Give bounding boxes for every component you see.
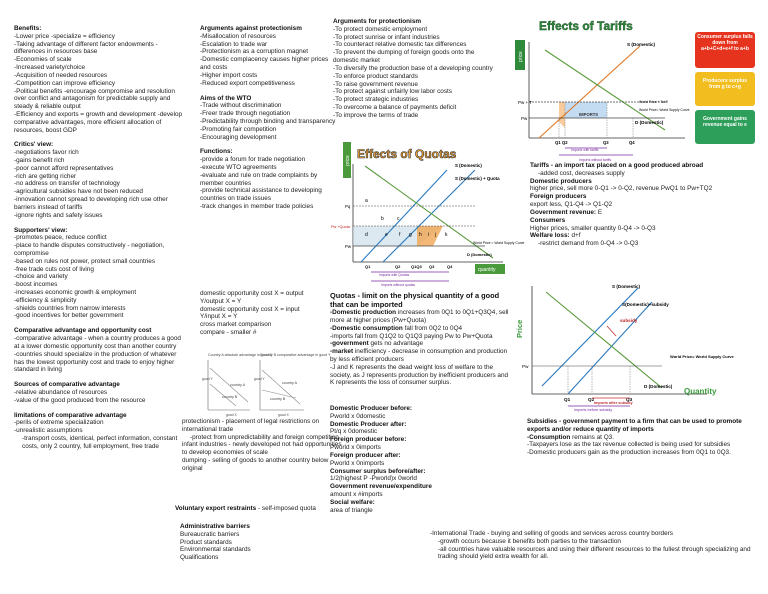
quota-pw-label: Pw [345,244,352,249]
subsidy-q2: Q2 [588,397,595,402]
tariff-box-consumer-text: Consumer surplus falls down from a+b+C+d+e+f to a+b [697,34,753,52]
mini-right-label-a: country A [282,381,297,385]
col2-section [200,25,340,88]
section-line: -Political benefits -encourage compromise and resolution over conflict and antagonism for predictable supply and steady & reliable output [14,87,175,111]
section-line: -unrealistic assumptions [14,427,83,435]
quota-q1: Q1 [365,264,371,269]
tariff-sub-heading: Welfare loss: [530,232,570,240]
subsidy-imports-before: imports before subsidy [574,408,613,412]
quota-line-text: fall from 0Q2 to 0Q4 [402,324,463,332]
tariff-notes [530,162,755,248]
section-line: -Higher import costs [200,71,258,79]
prot-line: -protect from unpredictability and foreign competition [190,433,339,441]
section-line: -Lower price -specialize = efficiency [14,32,115,40]
quota-line-bold: -Domestic production [330,309,397,317]
tariff-supply-label: S (Domestic) [627,42,656,47]
section-line: -Protectionism as a corruption magnet [200,48,308,56]
quota-line [330,325,510,333]
section-line: -choice and variety [14,273,68,281]
section-line: -provide technical assistance to developing countries on trade issues [200,187,322,203]
section-line: -To overcome a balance of payments deficit [333,103,457,111]
section-line: -Misallocation of resources [200,32,277,40]
ver-text: - self-imposed quota [256,505,316,512]
subsidy-supply-label: S (Domestic) [612,284,641,289]
mini-graph-left [202,353,273,417]
intl-line: -International Trade - buying and selling of goods and services across country borders [430,530,673,537]
international-trade-notes [430,530,760,561]
tariff-sub [530,209,755,217]
section-line: -innovation cannot spread to developing rich use other barriers instead of tariffs [14,196,168,211]
section-line: -Encouraging development [200,133,277,141]
tariff-world-label: World Price= World Supply Curve [639,108,690,112]
tariff-last: -restrict demand from 0-Q4 -> 0-Q3 [538,240,639,248]
quota-x-label: quantity [478,267,496,273]
ver-heading: Voluntary export restraints [175,505,257,512]
mini-left-axis-y: good Y [202,377,213,381]
quota-line-text: inefficiency - decrease in consumption and production by less efficient producers [330,348,508,363]
quota-region-k: k [445,232,448,238]
subsidy-notes [527,418,749,457]
voluntary-export-restraints [175,505,325,513]
comparative-advantage-graphs [200,350,331,420]
section-line: -track changes in member trade policies [200,203,314,211]
quota-line-text: increases from 0Q1 to 0Q1+Q3Q4, sell more at higher prices (Pw+Quota) [330,309,509,324]
formula-heading: Domestic Producer after: [330,420,407,428]
section-line: -value of the good produced from the resource [14,396,146,404]
quota-line-text: -J and K represents the dead weight loss of welfare to the society, as J represents production by inefficient producers and K represents the loss of consumer surplus. [330,363,509,387]
administrative-barriers [180,523,320,562]
section-line: -no address on transfer of technology [14,180,120,188]
subsidy-line [527,449,749,457]
tariff-sub-text: higher price, sell more 0-Q1 -> 0-Q2, revenue PwQ1 to Pw+TQ2 [530,185,713,193]
subsidy-q1: Q1 [564,397,571,402]
quota-line [330,364,510,387]
tariff-q4: Q4 [629,140,635,145]
formula-value: Pworld x 0imports [330,444,381,452]
section-line: -good incentives for better government [14,312,124,320]
subsidy-heading: Subsidies - government payment to a firm that can be used to promote exports and/or reduce quantity of imports [527,418,742,433]
tariff-sub-heading: Consumers [530,216,566,224]
tariff-sub-heading: Government revenue: [530,208,597,216]
subsidy-label: subsidy [620,318,638,323]
section-line: -To diversify the production base of a developing country [333,64,493,72]
subsidy-line-bold: -Consumption [527,433,571,441]
formula-value: area of triangle [330,506,373,514]
subsidy-line-text: -Domestic producers gain as the production increases from 0Q1 to 0Q3. [527,449,731,457]
subsidy-world-label: World Price= World Supply Curve [670,354,734,359]
protectionism-definitions [182,418,342,473]
quota-line-text: -imports fall from Q1Q2 to Q1Q3 paying Pw to Pw+Quota [330,332,493,340]
section-line: -Escalation to trade war [200,40,268,48]
quota-imports-with: Imports with Quotas [379,273,410,277]
mini-left-label-a: country A [230,383,245,387]
section-line: -relative abundance of resources [14,388,108,396]
quota-q1q3: Q1Q3 [411,264,422,269]
tariff-sub-heading: Domestic producers [530,177,592,185]
tariff-sub-heading: Foreign producers [530,193,587,201]
section-line: -Predictability through binding and transparency [200,117,336,125]
quota-region-g: g [409,232,412,238]
tariff-box-producer-text: Producers surplus from g to c+g [702,78,748,90]
section-line: -Trade without discrimination [200,102,282,110]
section-line: -free trade cuts cost of living [14,265,94,273]
subsidy-line [527,441,749,449]
quota-pq-label: Pq [345,204,351,209]
section-line: -transport costs, identical, perfect information, constant costs, only 2 country, full employment, free trade [22,435,178,450]
quota-region-c: c [397,216,400,222]
section-line: -To raise government revenue [333,80,418,88]
section-line: -Freer trade through negotiation [200,110,291,118]
section-line: -evaluate and rule on trade complaints by member countries [200,171,318,187]
section-line: -gains benefit rich [14,157,65,164]
prot-line: dumping - selling of goods to another country below original [182,457,329,472]
section-line: -place to handle disputes constructively - negotiation, compromise [14,242,165,257]
formula-value: Pworld x 0domestic [330,412,386,420]
quota-region-a: a [365,198,368,204]
subsidy-pw-label: Pw [522,364,529,369]
section-line: -increases economic growth & employment [14,289,137,296]
section-line: -To protect sunrise or infant industries [333,33,440,41]
section-line: -comparative advantage - when a country produces a good at a lower domestic opportunity cost than another country [14,335,181,350]
section-heading: Sources of comparative advantage [14,381,120,389]
section-line: -rich are getting richer [14,172,77,180]
tariff-imports-with: Imports with tariffs [571,148,599,152]
quota-q2: Q2 [395,264,401,269]
admin-line: Product standards [180,538,232,546]
admin-line: Qualifications [180,554,219,562]
tariff-q1: Q1 [555,140,561,145]
opp-line: domestic opportunity cost X = output Y/output X = Y [200,290,304,305]
arguments-for-protectionism [333,18,493,120]
prot-line: infant industries - newly developed not had opportunities to develop economies of scale [182,441,342,457]
opp-line: cross market comparison [200,321,272,329]
tariff-figure [515,10,760,165]
section-line: -Domestic complacency causes higher prices and costs [200,56,329,72]
section-heading: Critics' view: [14,141,54,149]
formula-heading: Consumer surplus before/after: [330,467,426,475]
tariff-pwt-label: Pw + T [518,100,533,105]
section-line: -Promoting fair competition [200,125,277,133]
quota-y-label: price [345,155,351,166]
quota-region-e: e [385,232,388,238]
section-line: -To counteract relative domestic tax differences [333,41,467,49]
col1-section [14,381,186,404]
quota-supply-label: S (Domestic) [455,163,482,168]
section-line: -promotes peace, reduce conflict [14,234,107,242]
mini-left-label-b: country B [222,395,238,399]
tariff-y-label: price [518,51,524,62]
tariff-heading: Tariffs - an import tax placed on a good produced abroad [530,162,704,169]
opp-line: domestic opportunity cost X = input Y/input X = Y [200,305,300,321]
subsidy-line-text: remains at Q3. [570,433,614,441]
quota-region-f: f [399,232,401,238]
tariff-q2: Q2 [562,140,568,145]
formula-heading: Government revenue/expenditure [330,483,432,491]
quota-q4: Q4 [447,264,453,269]
quota-supplyq-label: S (Domestic) + Quota [455,176,500,181]
col1 [14,25,186,458]
mini-right-axis-x: good X [278,413,289,417]
opp-line: compare - smaller # [200,329,257,337]
section-line: -perils of extreme specialization [14,419,104,427]
quota-region-b: b [381,216,384,222]
intl-line: -growth occurs because it benefits both parties to the transaction [438,537,621,545]
section-line: -negotiations favor rich [14,149,79,157]
quota-line [330,333,510,341]
formula-heading: Domestic Producer before: [330,405,413,412]
col1-section [14,227,186,321]
subsidy-line [527,434,749,442]
quota-region-d: d [365,232,368,238]
quota-notes [330,291,510,387]
surplus-formulas [330,405,480,514]
quota-title: Effects of Quotas [357,147,457,161]
tariff-sub-text: d+f [569,232,581,240]
col2-section [200,148,340,211]
tariff-imports-label: IMPORTS [579,112,599,117]
tariff-line: -added cost, decreases supply [538,169,625,177]
formula-value: Pt/q x 0domestic [330,428,378,436]
subsidy-figure [512,282,762,412]
admin-heading: Administrative barriers [180,523,250,530]
mini-right-title: Country B comparative advantage in good Y [260,353,331,357]
subsidy-q3: Q3 [626,397,633,402]
formula-heading: Foreign producer after: [330,451,401,459]
col1-section [14,327,186,374]
section-heading: Comparative advantage and opportunity cost [14,327,152,335]
quota-line-bold: -government [330,340,369,348]
tariff-box-government-text: Government gains revenue equal to e [703,116,747,128]
subsidy-x-label: Quantity [684,387,717,396]
admin-line: Bureaucratic barriers [180,530,240,538]
intl-line: -all countries have valuable resources and using their different resources to the fullest through specializing and trading should yield extra wealth for all. [438,545,751,561]
section-line: -Economies of scale [14,56,72,64]
section-line: -execute WTO agreements [200,164,277,171]
quota-q3: Q3 [429,264,435,269]
section-line: -To protect domestic employment [333,25,428,33]
section-line: -Reduced export competitiveness [200,79,295,87]
section-heading: Aims of the WTO [200,94,252,102]
section-line: -Increased variety/choice [14,64,86,72]
section-line: -shields countries from narrow interests [14,304,126,312]
quota-line-bold: -market [330,348,354,356]
section-heading: limitations of comparative advantage [14,411,127,419]
subsidy-imports-after: Imports after subsidy [594,401,633,405]
subsidy-line-text: -Taxpayers lose as the tax revenue collected is being used for subsidies [527,441,731,449]
quota-region-h: h [419,232,422,238]
quota-line [330,340,510,348]
quota-imports-without: Imports without quotas [381,283,416,287]
formula-value: 1/2(highest P -Pworld)x 0world [330,475,417,483]
mini-left-title: Country A absolute advantage in good X [208,353,273,357]
quota-figure [325,140,525,290]
formula-heading: Foreign producer before: [330,436,407,444]
tariff-sub-text: E [596,208,603,216]
mini-right-axis-y: good Y [254,377,265,381]
opportunity-cost-notes [200,290,320,337]
formula-heading: Social welfare: [330,498,375,506]
tariff-title: Effects of Tariffs [539,19,633,33]
section-line: -ignore rights and safety issues [14,211,103,219]
section-heading: Arguments against protectionism [200,25,302,32]
section-line: -To improve the terms of trade [333,111,419,119]
tariff-sub-text: export less, Q1-Q4 -> Q1-Q2 [530,201,613,209]
tariff-sub [530,232,755,240]
section-line: -countries should specialize in the production of whatever has the lowest opportunity cost and trade to enjoy higher standard in living [14,350,177,374]
col2-section [200,95,340,142]
section-line: -agricultural subsidies have not been reduced [14,188,143,196]
section-line: -boost incomes [14,281,58,289]
quota-line-text: gets no advantage [368,340,424,348]
section-heading: Supporters' view: [14,226,68,234]
section-heading: Arguments for protectionism [333,18,422,25]
section-line: -Efficiency and exports = growth and development -develop comparative advantages, more efficient allocation of resources, boost GDP [14,110,183,134]
quota-pwq-label: Pw +Quota [331,225,350,229]
tariff-sub-text: Higher prices, smaller quantity 0-Q4 -> 0-Q3 [530,224,656,232]
section-line: -To protect against unfairly low labor costs [333,88,452,96]
col1-section [14,412,186,451]
formula-value: Pworld x 0nimports [330,459,385,467]
subsidy-supply-sub-label: S(Domestic)+subsidy [622,302,669,307]
section-line: -efficiency & simplicity [14,296,77,304]
tariff-world-tariff-label: World Price + Tariff [639,100,668,104]
section-line: -provide a forum for trade negotiation [200,156,306,164]
section-heading: Functions: [200,148,233,156]
tariff-q3: Q3 [603,140,609,145]
mini-left-axis-x: good X [226,413,237,417]
quota-line-bold: -Domestic consumption [330,324,403,332]
quota-heading: Quotas - limit on the physical quantity of a good that can be imported [330,291,500,310]
quota-line [330,309,510,325]
quota-region-i: i [428,232,430,238]
subsidy-y-label: Price [515,319,524,338]
prot-line: protectionism - placement of legal restrictions on international trade [182,418,320,433]
section-heading: Benefits: [14,25,42,32]
section-line: -poor cannot afford representatives [14,164,114,172]
tariff-imports-without: Imports without tariffs [579,158,612,162]
subsidy-demand-label: D (Domestic) [644,384,673,389]
section-line: -Acquisition of needed resources [14,71,108,79]
section-line: -To protect strategic industries [333,96,419,104]
col1-section [14,141,186,219]
quota-region-j: j [435,232,437,238]
section-line: -Competition can improve efficiency [14,79,116,87]
mini-right-label-b: country B [270,397,286,401]
tariff-demand-label: D (Domestic) [635,120,664,125]
section-line: -Taking advantage of different factor endowments -differences in resources base [14,40,158,56]
mini-graph-right [254,353,331,417]
quota-line [330,348,510,364]
quota-world-label: World Price = World Supply Curve [473,241,525,245]
section-line: -To prevent the dumping of foreign goods onto the domestic market [333,49,475,65]
quota-demand-label: D (Domestic) [467,252,492,257]
col1-section [14,25,186,134]
admin-line: Environmental standards [180,546,251,554]
section-line: -To enforce product standards [333,72,418,80]
formula-value: amount x #imports [330,490,383,498]
tariff-pw-label: Pw [521,116,528,121]
col2 [200,25,340,218]
section-line: -based on rules not power, protect small countries [14,257,156,265]
